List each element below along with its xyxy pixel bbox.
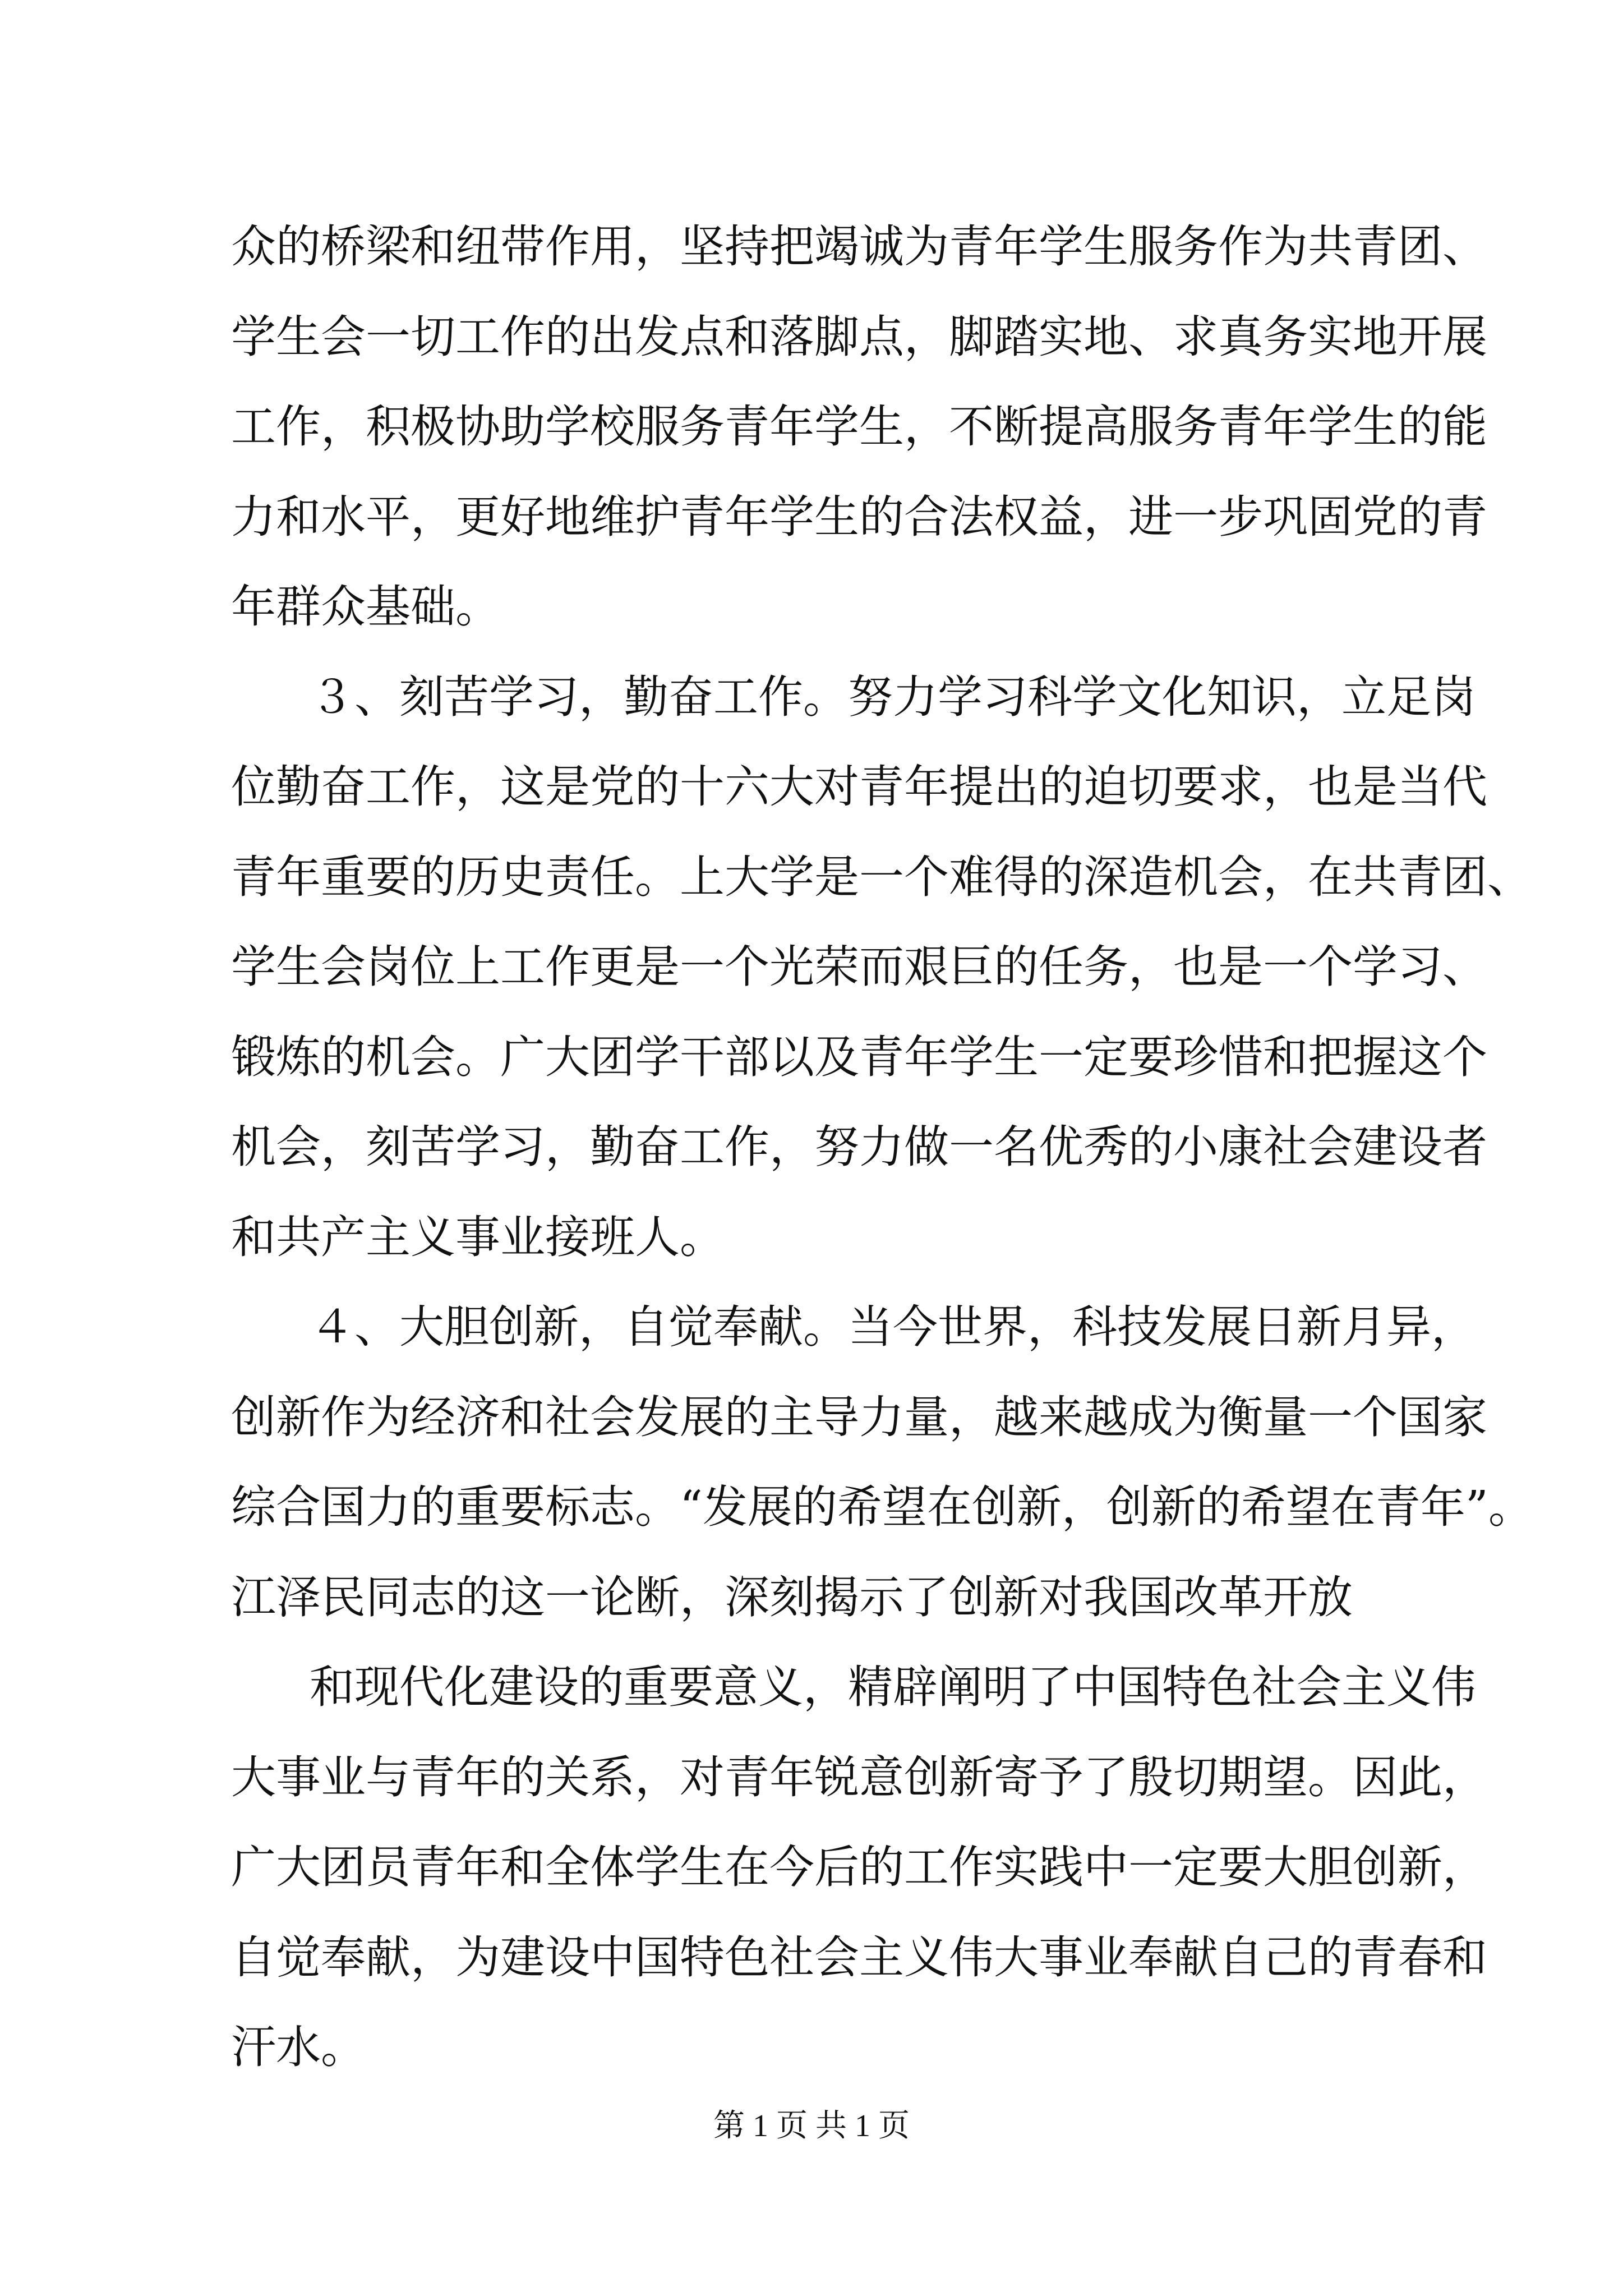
text-line: 汗 水 。 [231, 2021, 366, 2073]
text-line: 年 群 众 基 础 。 [231, 581, 500, 633]
text-line: 锻 炼 的 机 会 。 广 大 团 学 干 部 以 及 青 年 学 生 一 定 要 珍 惜 和 把 握 这 个 [231, 1030, 1487, 1083]
text-line: 大 事 业 与 青 年 的 关 系 ， 对 青 年 锐 意 创 新 寄 予 了 殷 切 期 望 。 因 此 ， [231, 1751, 1487, 1803]
text-line: 综 合 国 力 的 重 要 标 志 。 “ 发 展 的 希 望 在 创 新 ， 创 新 的 希 望 在 青 年 ” 。 [231, 1481, 1533, 1533]
text-line: 力 和 水 平 ， 更 好 地 维 护 青 年 学 生 的 合 法 权 益 ， 进 一 步 巩 固 党 的 青 [231, 490, 1487, 543]
text-line: ４ 、 大 胆 创 新 ， 自 觉 奉 献 。 当 今 世 界 ， 科 技 发 展 日 新 月 异 ， [310, 1301, 1476, 1353]
text-line: ３ 、 刻 苦 学 习 ， 勤 奋 工 作 。 努 力 学 习 科 学 文 化 知 识 ， 立 足 岗 [310, 670, 1476, 723]
text-line: 位 勤 奋 工 作 ， 这 是 党 的 十 六 大 对 青 年 提 出 的 迫 切 要 求 ， 也 是 当 代 [231, 761, 1487, 813]
text-line: 工 作 ， 积 极 协 助 学 校 服 务 青 年 学 生 ， 不 断 提 高 服 务 青 年 学 生 的 能 [231, 401, 1487, 453]
text-line: 学 生 会 岗 位 上 工 作 更 是 一 个 光 荣 而 艰 巨 的 任 务 ， 也 是 一 个 学 习 、 [231, 941, 1487, 993]
text-line: 和 现 代 化 建 设 的 重 要 意 义 ， 精 辟 阐 明 了 中 国 特 色 社 会 主 义 伟 [310, 1661, 1476, 1713]
text-line: 众 的 桥 梁 和 纽 带 作 用 ， 坚 持 把 竭 诚 为 青 年 学 生 服 务 作 为 共 青 团 、 [231, 220, 1487, 273]
text-line: 广 大 团 员 青 年 和 全 体 学 生 在 今 后 的 工 作 实 践 中 一 定 要 大 胆 创 新 ， [231, 1841, 1487, 1893]
text-line: 学 生 会 一 切 工 作 的 出 发 点 和 落 脚 点 ， 脚 踏 实 地 、 求 真 务 实 地 开 展 [231, 310, 1487, 363]
text-line: 机 会 ， 刻 苦 学 习 ， 勤 奋 工 作 ， 努 力 做 一 名 优 秀 的 小 康 社 会 建 设 者 [231, 1121, 1487, 1173]
text-line: 青 年 重 要 的 历 史 责 任 。 上 大 学 是 一 个 难 得 的 深 造 机 会 ， 在 共 青 团 、 [231, 850, 1532, 903]
page-footer: 第 1 页 共 1 页 [713, 2109, 910, 2143]
text-line: 江 泽 民 同 志 的 这 一 论 断 ， 深 刻 揭 示 了 创 新 对 我 国 改 革 开 放 [231, 1571, 1353, 1623]
text-line: 和 共 产 主 义 事 业 接 班 人 。 [231, 1211, 725, 1263]
text-line: 创 新 作 为 经 济 和 社 会 发 展 的 主 导 力 量 ， 越 来 越 成 为 衡 量 一 个 国 家 [231, 1391, 1487, 1443]
text-line: 自 觉 奉 献 ， 为 建 设 中 国 特 色 社 会 主 义 伟 大 事 业 奉 献 自 己 的 青 春 和 [231, 1931, 1487, 1984]
